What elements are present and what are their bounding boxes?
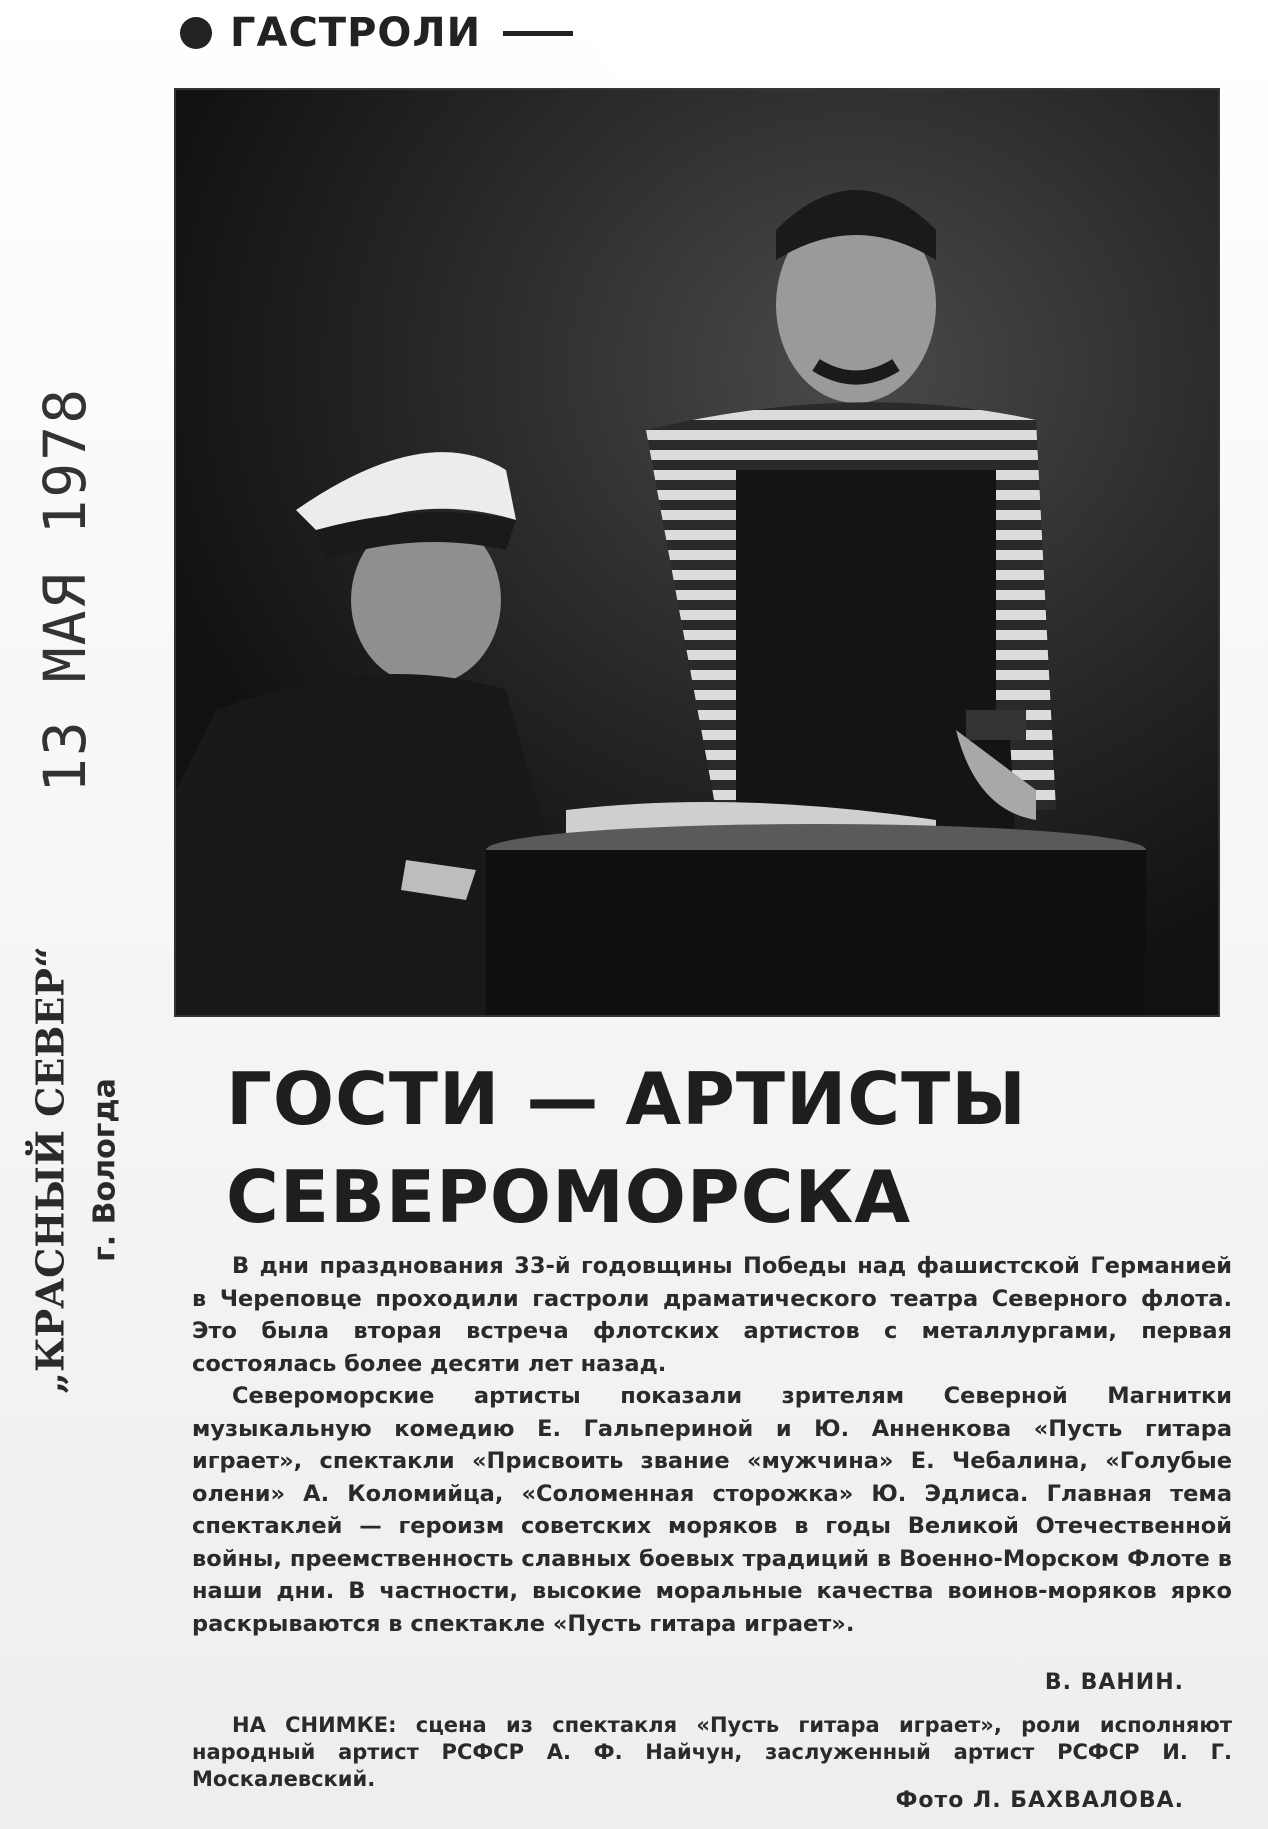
headline-line-1: ГОСТИ — АРТИСТЫ <box>226 1057 1027 1141</box>
source-city: г. Вологда <box>87 1078 123 1262</box>
rubric-dash <box>503 31 573 36</box>
photo-credit: Фото Л. БАХВАЛОВА. <box>895 1788 1184 1813</box>
caption-text: НА СНИМКЕ: сцена из спектакля «Пусть гитара играет», роли исполняют народный артист РСФСР А. Ф. Найчун, заслуженный артист РСФСР И. Г. Москалевский. <box>192 1713 1232 1791</box>
photo-caption <box>192 1712 1232 1793</box>
rubric-label: ГАСТРОЛИ <box>230 10 482 56</box>
source-paper-name: „КРАСНЫЙ СЕВЕР“ <box>27 946 73 1394</box>
article-paragraph: В дни празднования 33-й годовщины Победы над фашистской Германией в Череповце проходили гастроли драматического театра Северного флота. Это была вторая встреча флотских артистов с металлургами, первая состоялась более десяти лет назад. <box>192 1253 1232 1377</box>
rubric-heading <box>180 8 573 58</box>
article-photo <box>174 88 1220 1017</box>
date-stamp <box>10 380 120 800</box>
bullet-icon <box>180 17 212 49</box>
torn-edge <box>560 0 1268 80</box>
photo-icon <box>176 90 1218 1015</box>
source-stamp <box>10 946 130 1394</box>
headline-line-2: СЕВЕРОМОРСКА <box>226 1155 912 1239</box>
stamp-date: 13 МАЯ 1978 <box>31 386 99 794</box>
article-body <box>192 1250 1232 1640</box>
article-author: В. ВАНИН. <box>1044 1670 1184 1695</box>
article-headline <box>226 1050 1226 1246</box>
article-paragraph: Североморские артисты показали зрителям Северной Магнитки музыкальную комедию Е. Гальпериной и Ю. Анненкова «Пусть гитара играет», спектакли «Присвоить звание «мужчина» Е. Чебалина, «Голубые олени» А. Коломийца, «Соломенная сторожка» Ю. Эдлиса. Главная тема спектаклей — героизм советских моряков в годы Великой Отечественной войны, преемственность славных боевых традиций в Военно-Морском Флоте в наши дни. В частности, высокие моральные качества воинов-моряков ярко раскрываются в спектакле «Пусть гитара играет». <box>192 1383 1232 1637</box>
